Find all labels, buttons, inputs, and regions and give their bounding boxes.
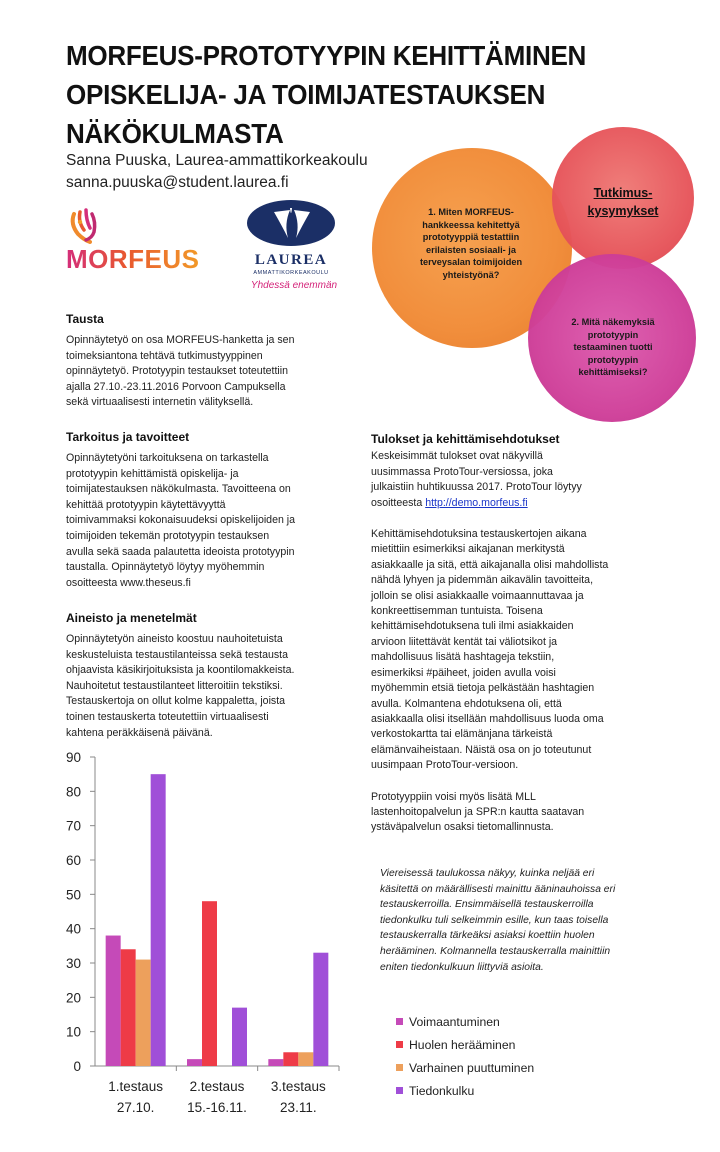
tausta-heading: Tausta [66,312,104,326]
y-tick-label: 70 [65,818,81,834]
research-questions-heading: Tutkimus- kysymykset [587,186,659,218]
legend-item [396,1056,534,1079]
aineisto-heading: Aineisto ja menetelmät [66,611,197,625]
bar-tiedonkulku [313,953,328,1066]
tulokset-paragraph-3: Prototyyppiin voisi myös lisätä MLL lastenhoitopalvelun ja SPR:n kautta saatavan ystäväpalvelun osaksi tietomallinnusta. [371,790,585,834]
y-tick-label: 90 [65,750,81,765]
x-category-sublabel: 23.11. [280,1100,317,1115]
section-tarkoitus [66,430,334,591]
bar-voimaantuminen [106,936,121,1066]
y-tick-label: 30 [65,956,81,971]
laurea-wordmark: LAUREA [254,252,328,268]
x-category-label: 3.testaus [270,1079,326,1094]
title-line-3: NÄKÖKULMASTA [66,118,284,149]
y-tick-label: 80 [65,784,81,800]
chart-bars [106,774,329,1066]
legend-label: Tiedonkulku [409,1083,475,1098]
prototour-link[interactable]: http://demo.morfeus.fi [425,496,528,509]
tausta-text: Opinnäytetyö on osa MORFEUS-hanketta ja sen toimeksiantona tehtävä tutkimustyyppinen opinnäytetyö. Prototyypin testaukset toteutettiin ajalla 27.10.-23.11.2016 Porvoon Campuksella sekä virtuaalisesti internetin välityksellä. [66,334,295,409]
bar-varhainen-puuttuminen [136,960,151,1066]
section-tausta [66,312,334,411]
research-question-2: 2. Mitä näkemyksiä prototyypin testaaminen tuotti prototyypin kehittämiseksi? [571,317,655,378]
y-tick-label: 50 [65,887,81,903]
bar-voimaantuminen [268,1059,283,1066]
title-line-1: MORFEUS-PROTOTYYPIN KEHITTÄMINEN [66,40,587,71]
morfeus-wordmark: MORFEUS [66,244,200,274]
x-category-label: 2.testaus [189,1079,245,1094]
tulokset-paragraph-2: Kehittämisehdotuksina testauskertojen aikana mietittiin esimerkiksi aikajanan merkitystä asiakkaalle ja sitä, että aikajanalla olisi mahdollista nähdä lyhyen ja pidemmän aikavälin tavoitteita, jolloin se olisi asiakkaalle voimaannuttavaa ja konkreettisemman tuntuista. Toisena kehittämisehdotuksena tuli ilmi asiakkaiden arvioon liitettävät kentät tai väliotsikot ja mahdollisuus lisätä hashtageja tekstiin, esimerkiksi #päiheet, joiden avulla voisi myöhemmin etsiä tietoja pelkästään hashtagien avulla. Kolmantena ehdotuksena oli, että asiakkaalla olisi itsellään mahdollisuus luoda oma verkostokartta tai elämänjana tärkeistä elämänvaiheistaan. Näistä osa on jo toteutunut uusimpaan ProtoTour-versioon. [371,528,609,772]
aineisto-text: Opinnäytetyön aineisto koostuu nauhoitetuista keskusteluista testaustilanteissa sekä testausta ohjaavista käsikirjoituksista ja koontilomakkeista. Nauhoitetut testaustilanteet litteroitiin tekstiksi. Testauskertoja on ollut kolme kappaletta, joista toinen testauskerta toteutettiin virtuaalisesti kahtena peräkkäisenä päivänä. [66,633,295,739]
bar-voimaantuminen [187,1059,202,1066]
legend-swatch [396,1018,403,1025]
tarkoitus-heading: Tarkoitus ja tavoitteet [66,430,190,444]
morfeus-logo [66,208,216,274]
legend-item [396,1079,534,1102]
tulokset-paragraph-1 [371,449,651,511]
laurea-slogan: Yhdessä enemmän [250,280,338,291]
bar-huolen-herääminen [202,901,217,1066]
bar-chart [0,740,360,1130]
laurea-emblem-icon [244,198,338,248]
tulokset-heading: Tulokset ja kehittämisehdotukset [371,432,560,446]
y-tick-label: 0 [73,1059,81,1074]
y-tick-label: 40 [65,921,81,937]
legend-swatch [396,1087,403,1094]
chart-description-note: Viereisessä taulukossa näkyy, kuinka neljää eri käsitettä on määrällisesti mainittu ääninauhoissa eri testauskerroilla. Ensimmäisellä testauskerroilla tiedonkulku tuli selkeimmin esille, kun taas toisella testauskerralla tärkeäksi asiaksi koettiin huolen herääminen. Kolmannella testauskerralla mainittiin eniten tiedonkulkuun liittyviä asioita. [380,868,616,973]
legend-label: Huolen herääminen [409,1037,516,1052]
bar-tiedonkulku [232,1008,247,1066]
chart-legend [396,1010,534,1102]
y-tick-label: 10 [65,1024,81,1040]
y-tick-label: 60 [65,853,81,868]
bar-tiedonkulku [151,774,166,1066]
y-tick-label: 20 [65,990,81,1006]
x-category-label: 1.testaus [108,1079,164,1094]
tarkoitus-text: Opinnäytetyöni tarkoituksena on tarkastella prototyypin kehittämistä opiskelija- ja toimijatestauksen näkökulmasta. Tavoitteena on kehittää prototyypin käytettävyyttä toimivammaksi kokonaisuudeksi opiskelijoiden ja toimijoiden tekemän prototyypin testauksen avulla sekä saada palautetta ideoista prototyypin taustalla. Opinnäytetyö löytyy myöhemmin osoitteesta www.theseus.fi [66,452,296,589]
legend-item [396,1010,534,1033]
research-question-1: 1. Miten MORFEUS- hankkeessa kehitettyä prototyyppiä testattiin erilaisten sosiaali- ja terveysalan toimijoiden yhteistyönä? [419,207,523,280]
author-email[interactable]: sanna.puuska@student.laurea.fi [66,174,289,191]
author-block [66,150,368,194]
author-name: Sanna Puuska, Laurea-ammattikorkeakoulu [66,152,368,169]
legend-label: Voimaantuminen [409,1014,500,1029]
laurea-subtitle: AMMATTIKORKEAKOULU [253,270,329,276]
bar-huolen-herääminen [283,1052,298,1066]
morfeus-hand-icon [66,208,116,248]
title-line-2: OPISKELIJA- JA TOIMIJATESTAUKSEN [66,79,546,110]
x-category-sublabel: 27.10. [116,1100,155,1115]
legend-label: Varhainen puuttuminen [409,1060,535,1075]
section-tulokset [371,432,651,836]
x-category-sublabel: 15.-16.11. [187,1100,247,1115]
poster-title [66,36,587,153]
legend-item [396,1033,534,1056]
legend-swatch [396,1041,403,1048]
tulokset-p1-text: Keskeisimmät tulokset ovat näkyvillä uusimmassa ProtoTour-versiossa, joka julkaistiin huhtikuussa 2017. ProtoTour löytyy osoitteesta [371,450,582,509]
bar-huolen-herääminen [121,949,136,1066]
laurea-logo [244,198,344,294]
section-aineisto [66,611,334,741]
legend-swatch [396,1064,403,1071]
bar-varhainen-puuttuminen [298,1052,313,1066]
